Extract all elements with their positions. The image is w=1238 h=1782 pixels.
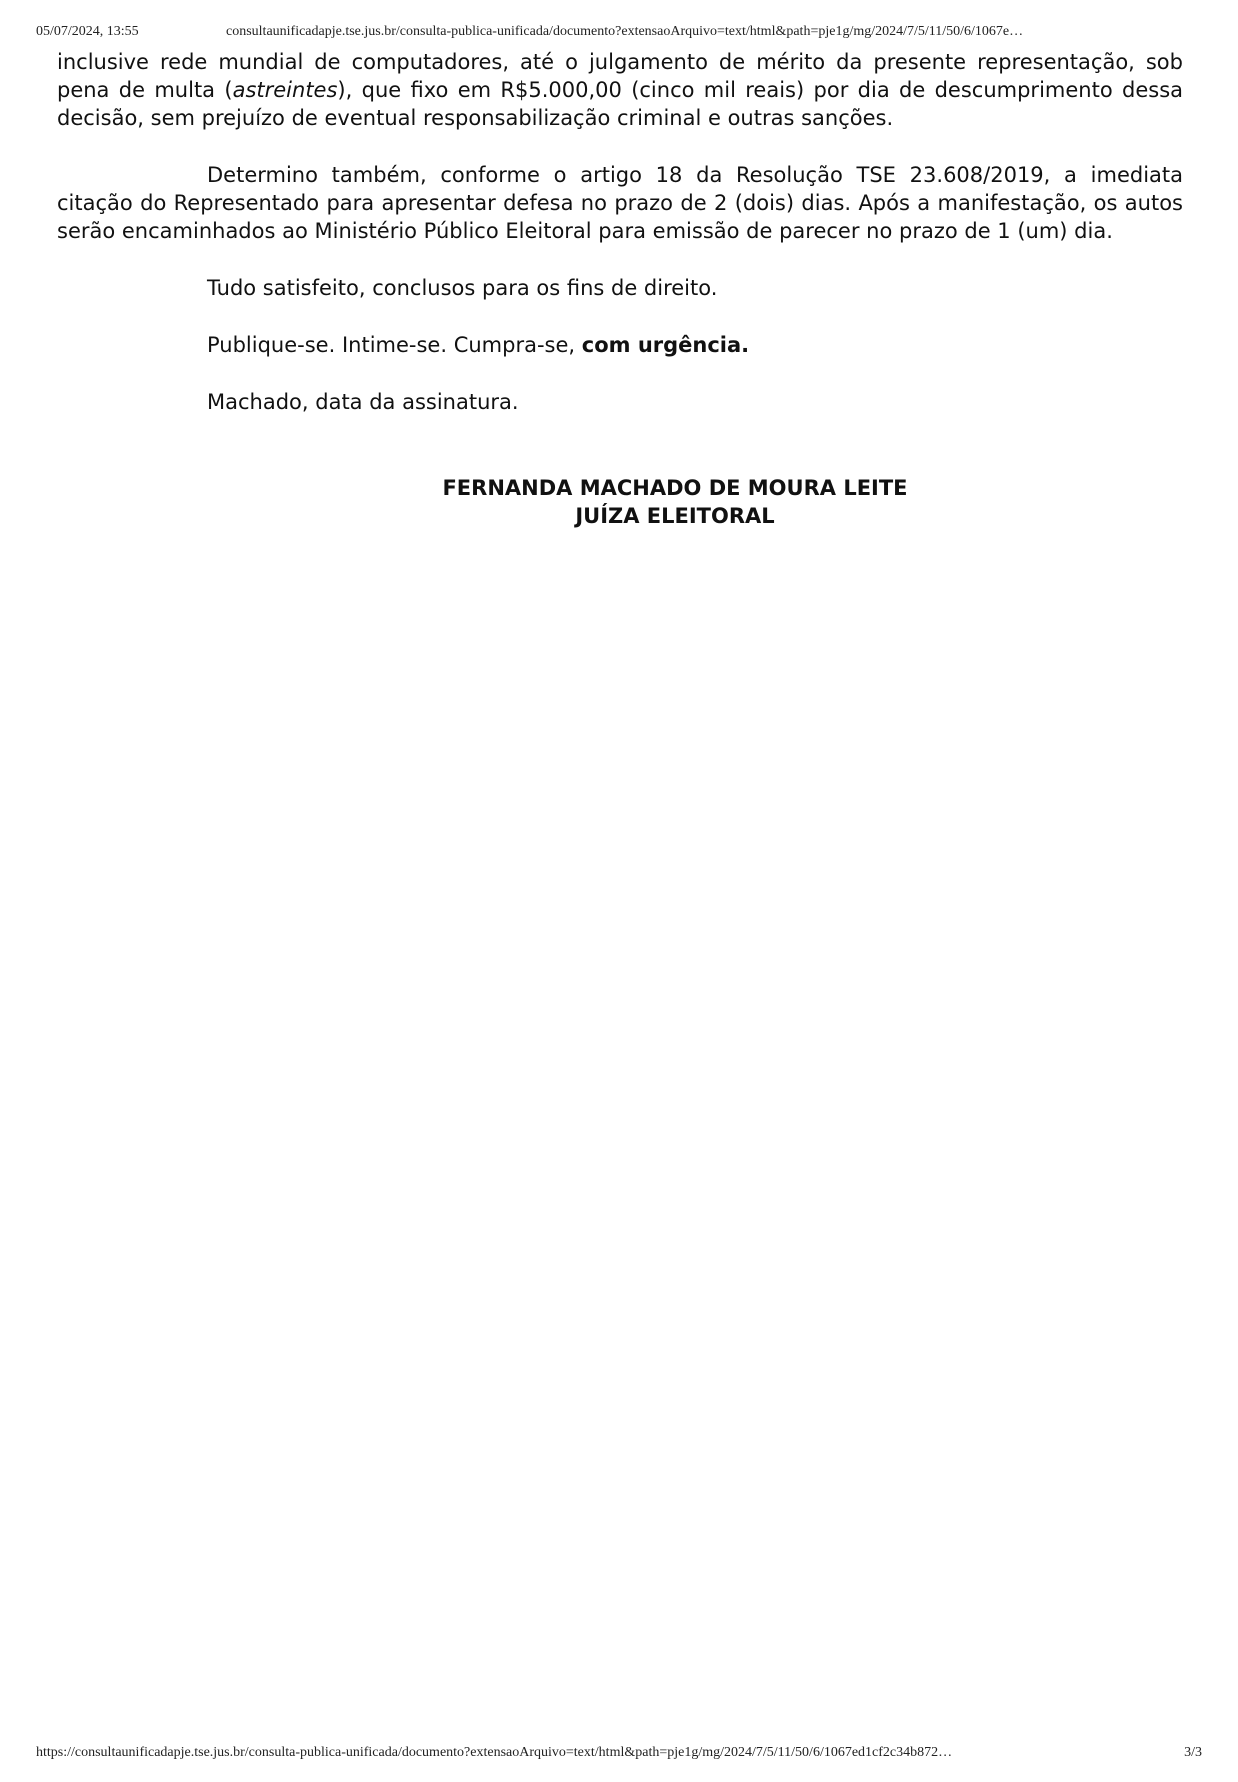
signature-title: JUÍZA ELEITORAL [575, 504, 775, 528]
astreintes-term: astreintes [232, 78, 338, 102]
print-footer [36, 1745, 1202, 1763]
signature-name: FERNANDA MACHADO DE MOURA LEITE [442, 476, 908, 500]
paragraph-place-date: Machado, data da assinatura. [207, 390, 519, 414]
urgencia-text: com urgência. [581, 333, 750, 357]
paragraph-fine-end: ), que fixo em R$5.000,00 (cinco mil reais) por dia de descumprimento dessa decisão, sem prejuízo de eventual responsabilização criminal e outras sanções. [57, 78, 1184, 130]
paragraph-publique [57, 331, 1183, 359]
footer-url: https://consultaunificadapje.tse.jus.br/consulta-publica-unificada/documento?extensaoArquivo=text/html&path=pje1g/mg/2024/7/5/11/50/6/1067ed1cf2c34b872… [36, 1745, 953, 1760]
print-header [36, 24, 1202, 42]
document-body [57, 48, 1183, 530]
page-number: 3/3 [1184, 1745, 1202, 1760]
paragraph-fine-start: inclusive rede mundial de computadores, até o julgamento de mérito da presente representação, sob pena de multa ( [57, 50, 1183, 102]
print-url: consultaunificadapje.tse.jus.br/consulta-publica-unificada/documento?extensaoArquivo=text/html&path=pje1g/mg/2024/7/5/11/50/6/1067e… [226, 24, 1024, 39]
paragraph-fine [57, 48, 1183, 132]
print-timestamp: 05/07/2024, 13:55 [36, 24, 139, 39]
signature-block [57, 474, 1183, 530]
paragraph-conclusos: Tudo satisfeito, conclusos para os fins de direito. [207, 276, 718, 300]
publique-text: Publique-se. Intime-se. Cumpra-se, [207, 333, 582, 357]
paragraph-citation: Determino também, conforme o artigo 18 da Resolução TSE 23.608/2019, a imediata citação do Representado para apresentar defesa no prazo de 2 (dois) dias. Após a manifestação, os autos serão encaminhados ao Ministério Público Eleitoral para emissão de parecer no prazo de 1 (um) dia. [57, 163, 1183, 243]
